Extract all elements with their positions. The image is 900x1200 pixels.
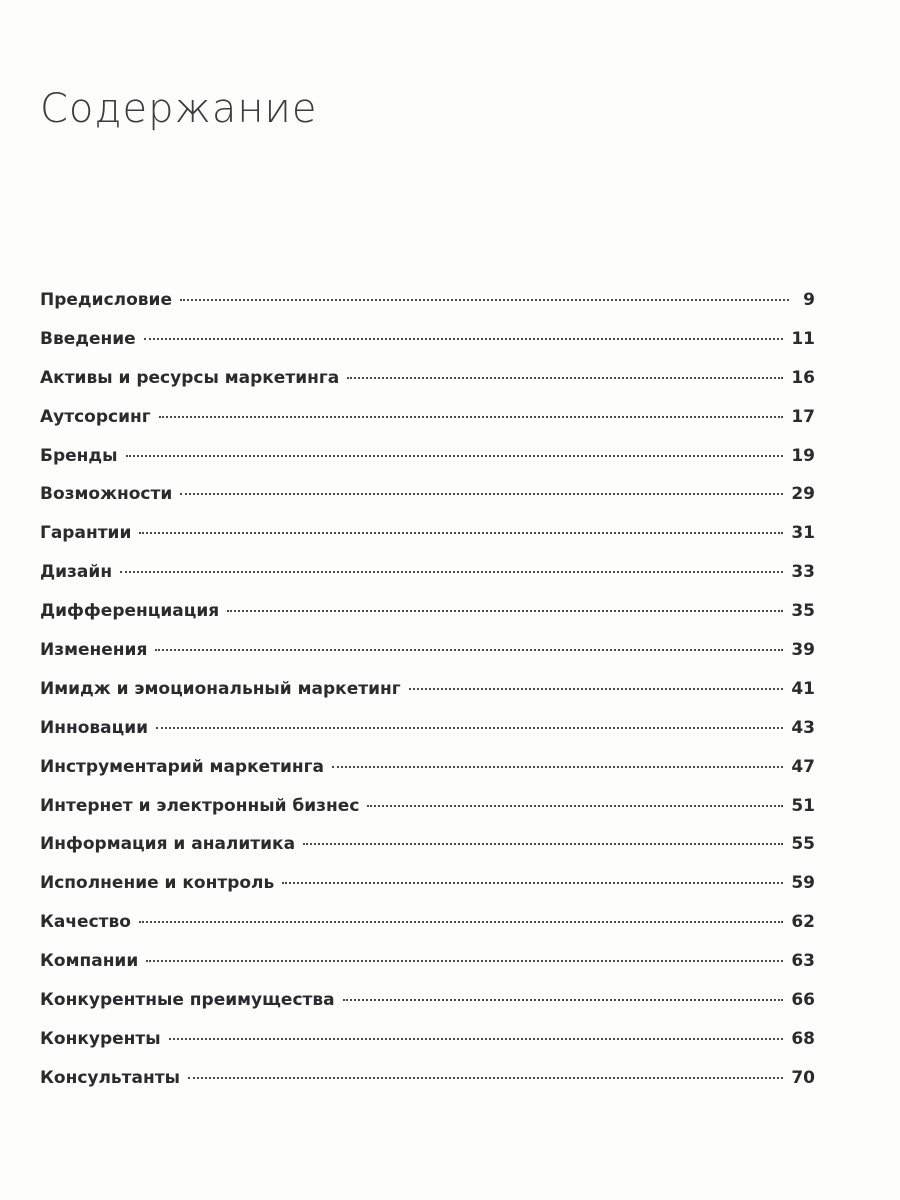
toc-entry-label: Консультанты [40,1067,180,1088]
dot-leader [126,455,784,457]
toc-entry [40,407,815,446]
toc-entry [40,640,815,679]
toc-entry [40,990,815,1029]
toc-entry-page-number: 33 [791,562,815,583]
toc-entry-label: Конкуренты [40,1028,161,1049]
toc-entry-page-number: 17 [791,406,815,427]
toc-entry [40,834,815,873]
toc-entry-label: Инструментарий маркетинга [40,756,325,777]
dot-leader [347,377,783,379]
toc-entry-label: Введение [40,328,136,349]
toc-entry-label: Изменения [40,640,148,661]
toc-entry-page-number: 16 [791,367,815,388]
toc-entry-label: Дифференциация [40,601,220,622]
toc-entry [40,1068,815,1107]
toc-entry [40,757,815,796]
dot-leader [120,571,783,573]
dot-leader [144,338,784,340]
toc-entry [40,562,815,601]
toc-entry-page-number: 66 [791,990,815,1011]
toc-entry-label: Инновации [40,717,149,738]
dot-leader [146,960,783,962]
toc-entry-page-number: 62 [791,912,815,933]
toc-entry [40,523,815,562]
toc-entry-label: Имидж и эмоциональный маркетинг [40,678,401,699]
dot-leader [156,727,783,729]
toc-entry-label: Компании [40,951,139,972]
dot-leader [367,805,783,807]
toc-entry-label: Конкурентные преимущества [40,990,335,1011]
dot-leader [180,299,789,301]
dot-leader [332,766,783,768]
dot-leader [409,688,784,690]
toc-entry-page-number: 51 [791,795,815,816]
toc-entry-label: Дизайн [40,562,113,583]
toc-entry-label: Предисловие [40,290,172,310]
toc-entry [40,368,815,407]
dot-leader [343,999,784,1001]
dot-leader [227,610,783,612]
toc-entry-page-number: 35 [791,601,815,622]
toc-entry-page-number: 9 [803,290,815,310]
toc-entry-page-number: 11 [791,328,815,349]
toc-entry-label: Активы и ресурсы маркетинга [40,367,340,388]
dot-leader [180,493,783,495]
dot-leader [282,882,783,884]
toc-entry-page-number: 59 [791,873,815,894]
toc-entry [40,912,815,951]
toc-entry [40,484,815,523]
toc-entry-page-number: 55 [791,834,815,855]
toc-entry-page-number: 19 [791,445,815,466]
toc-entry [40,1029,815,1068]
toc-entry [40,796,815,835]
page-title: Содержание [40,86,318,132]
toc-entry-label: Бренды [40,445,118,466]
toc-entry [40,290,815,329]
toc-entry [40,951,815,990]
toc-entry-page-number: 47 [791,756,815,777]
toc-entry-label: Возможности [40,484,173,505]
toc-entry-label: Исполнение и контроль [40,873,275,894]
toc-entry-page-number: 41 [791,678,815,699]
toc-entry-page-number: 63 [791,951,815,972]
toc-entry-page-number: 39 [791,640,815,661]
dot-leader [139,921,783,923]
dot-leader [139,532,783,534]
table-of-contents [40,290,815,1107]
toc-entry-page-number: 43 [791,717,815,738]
toc-entry [40,679,815,718]
dot-leader [155,649,783,651]
toc-entry-label: Аутсорсинг [40,406,151,427]
toc-entry [40,718,815,757]
toc-entry [40,601,815,640]
toc-entry [40,873,815,912]
dot-leader [169,1038,784,1040]
toc-entry-label: Интернет и электронный бизнес [40,795,360,816]
toc-entry-label: Качество [40,912,131,933]
dot-leader [188,1077,783,1079]
toc-entry-label: Информация и аналитика [40,834,296,855]
toc-entry [40,446,815,485]
toc-entry-page-number: 70 [791,1067,815,1088]
toc-entry [40,329,815,368]
toc-entry-page-number: 29 [791,484,815,505]
toc-entry-page-number: 31 [791,523,815,544]
toc-entry-label: Гарантии [40,523,132,544]
toc-entry-page-number: 68 [791,1028,815,1049]
dot-leader [159,416,784,418]
dot-leader [303,843,783,845]
